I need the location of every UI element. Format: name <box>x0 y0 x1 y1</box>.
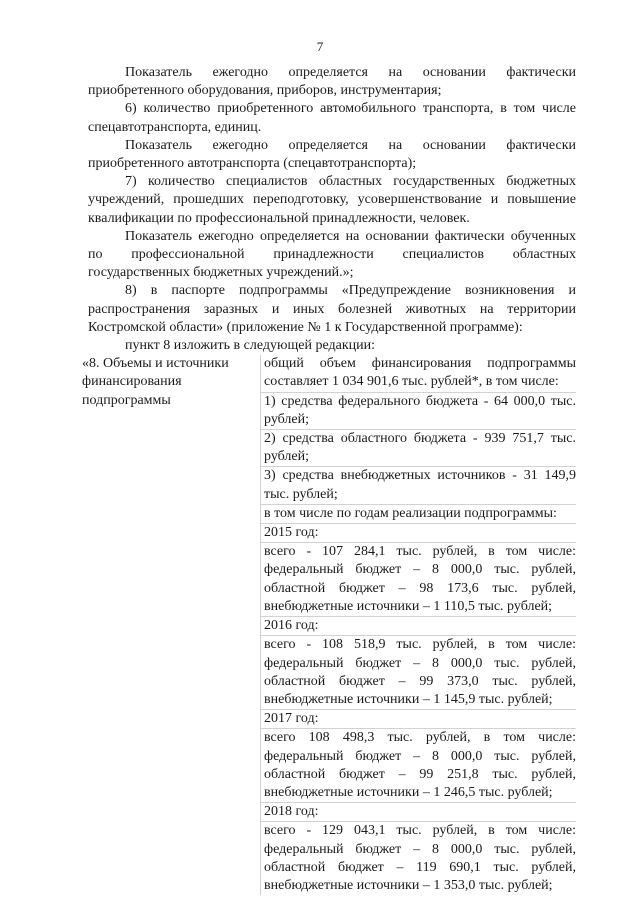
paragraph: пункт 8 изложить в следующей редакции: <box>125 338 375 354</box>
table-row: всего 108 498,3 тыс. рублей, в том числе: федеральный бюджет – 8 000,0 тыс. рублей, областной бюджет – 99 251,8 тыс. рублей, внебюджетные источники – 1 246,5 тыс. рублей; <box>261 729 576 803</box>
table-row: всего - 108 518,9 тыс. рублей, в том числе: федеральный бюджет – 8 000,0 тыс. рублей, областной бюджет – 99 373,0 тыс. рублей, внебюджетные источники – 1 145,9 тыс. рублей; <box>261 636 576 710</box>
table-row: в том числе по годам реализации подпрограммы: <box>261 505 576 524</box>
table-row: 2016 год: <box>261 617 576 636</box>
table-row: 2017 год: <box>261 710 576 729</box>
paragraph: Показатель ежегодно определяется на основании фактически приобретенного автотранспорта (спецавтотранспорта); <box>88 137 576 172</box>
financing-table <box>82 355 576 895</box>
table-row: 1) средства федерального бюджета - 64 000,0 тыс. рублей; <box>261 393 576 430</box>
table-row: 2) средства областного бюджета - 939 751,7 тыс. рублей; <box>261 430 576 467</box>
financing-table-value-cell <box>260 355 576 895</box>
table-row: 2018 год: <box>261 803 576 822</box>
paragraph: Показатель ежегодно определяется на основании фактически обученных по профессиональной принадлежности специалистов областных государственных бюджетных учреждений.»; <box>88 228 576 281</box>
document-body <box>82 64 576 895</box>
paragraph: Показатель ежегодно определяется на основании фактически приобретенного оборудования, приборов, инструментария; <box>88 65 576 99</box>
paragraph: 6) количество приобретенного автомобильного транспорта, в том числе спецавтотранспорта, единиц. <box>88 101 576 135</box>
page-number: 7 <box>316 39 324 54</box>
financing-table-label-cell <box>82 355 260 895</box>
table-row: всего - 107 284,1 тыс. рублей, в том числе: федеральный бюджет – 8 000,0 тыс. рублей, областной бюджет – 98 173,6 тыс. рублей, внебюджетные источники – 1 110,5 тыс. рублей; <box>261 543 576 617</box>
financing-table-label: «8. Объемы и источники финансирования подпрограммы <box>82 356 229 408</box>
table-row: 2015 год: <box>261 524 576 543</box>
paragraph: 8) в паспорте подпрограммы «Предупреждение возникновения и распространения заразных и иных болезней животных на территории Костромской области» (приложение № 1 к Государственной программе): <box>88 283 576 335</box>
paragraph: 7) количество специалистов областных государственных бюджетных учреждений, прошедших переподготовку, усовершенствование и повышение квалификации по профессиональной принадлежности, человек. <box>88 174 576 226</box>
table-row: общий объем финансирования подпрограммы составляет 1 034 901,6 тыс. рублей*, в том числе: <box>261 355 576 392</box>
table-row: всего - 129 043,1 тыс. рублей, в том числе: федеральный бюджет – 8 000,0 тыс. рублей, областной бюджет – 119 690,1 тыс. рублей, внебюджетные источники – 1 353,0 тыс. рублей; <box>264 823 576 893</box>
table-row: 3) средства внебюджетных источников - 31 149,9 тыс. рублей; <box>261 467 576 504</box>
